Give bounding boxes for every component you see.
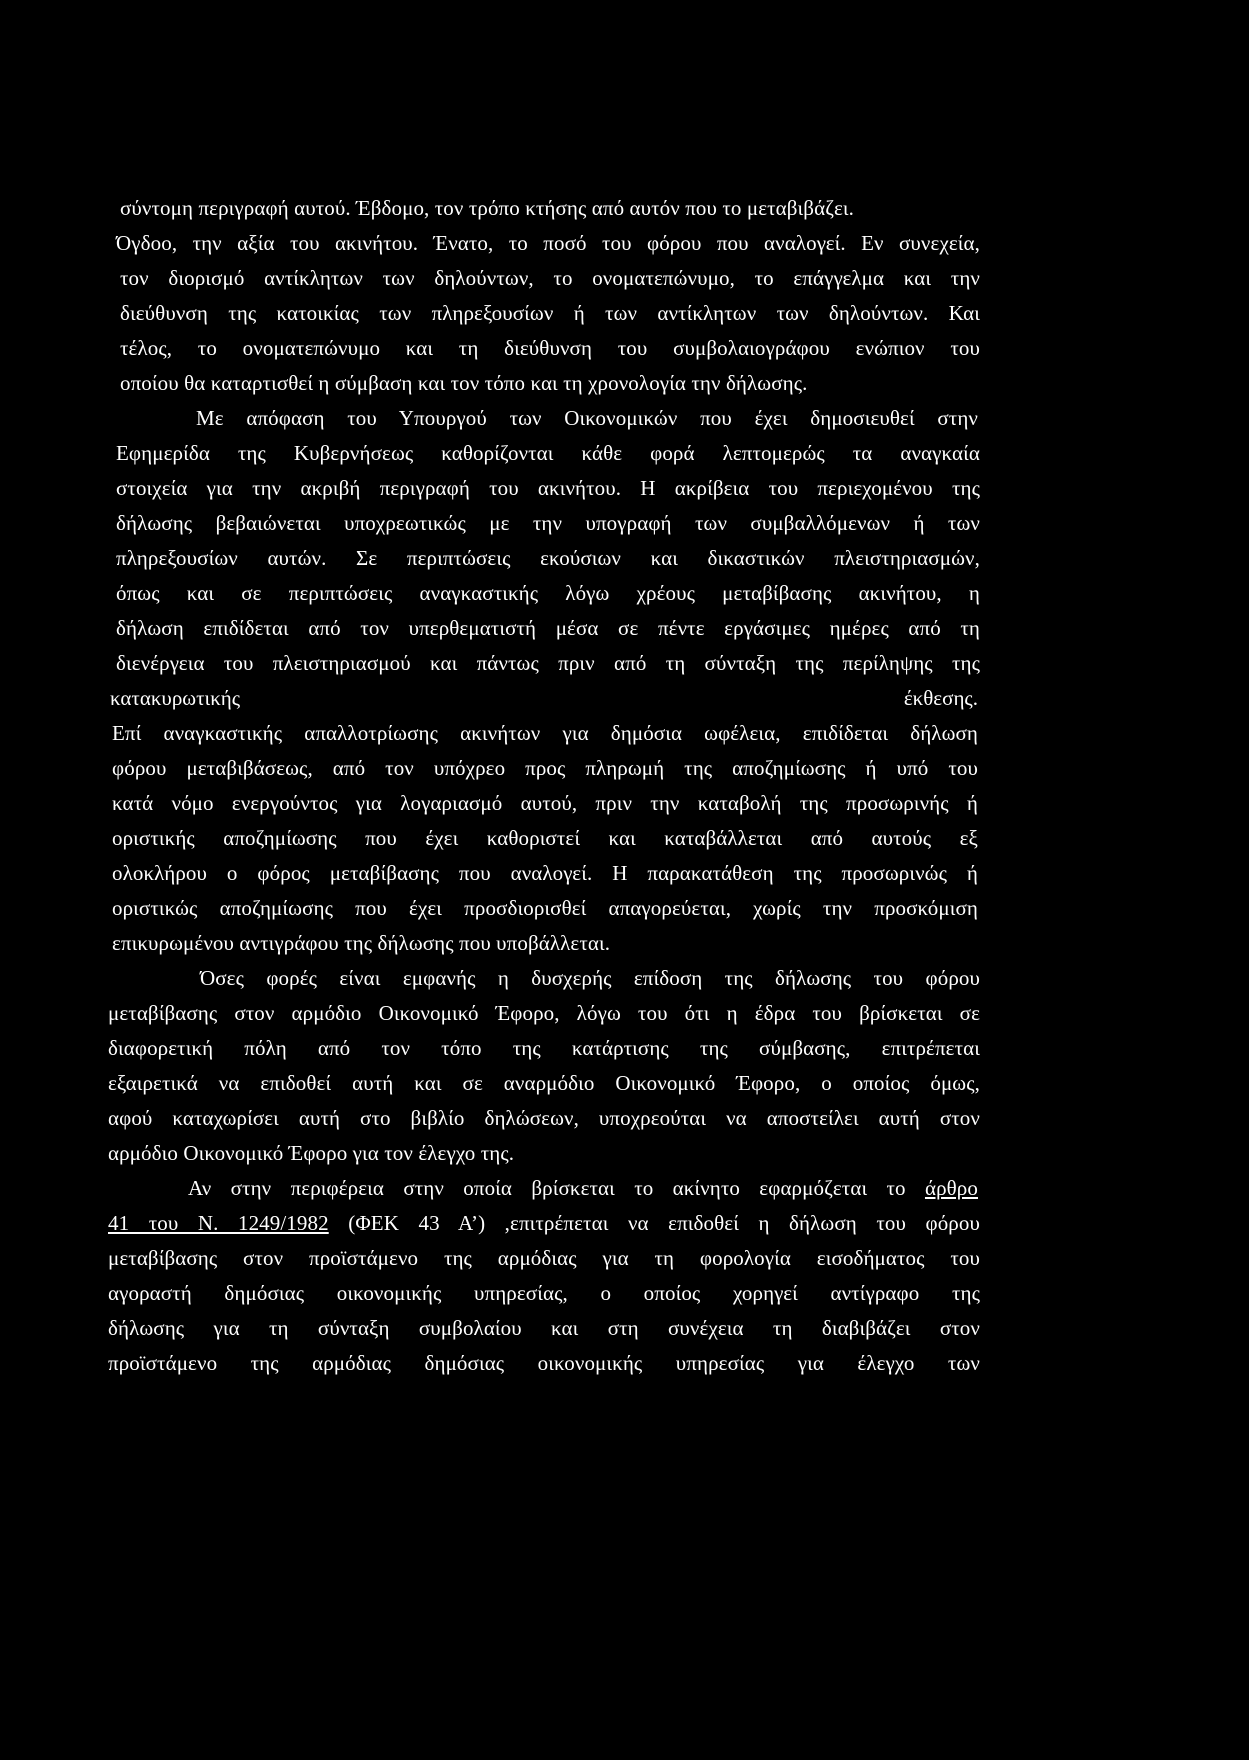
text-line: διαφορετική πόλη από τον τόπο της κατάρτισης της σύμβασης, επιτρέπεται (108, 1036, 980, 1060)
text-line: επικυρωμένου αντιγράφου της δήλωσης που υποβάλλεται. (112, 931, 611, 955)
text-line: εξαιρετικά να επιδοθεί αυτή και σε αναρμόδιο Οικονομικό Έφορο, ο οποίος όμως, (108, 1071, 980, 1095)
text-line: ολοκλήρου ο φόρος μεταβίβασης που αναλογεί. Η παρακατάθεση της προσωρινώς ή (112, 861, 978, 885)
text-line: Όγδοο, την αξία του ακινήτου. Ένατο, το ποσό του φόρου που αναλογεί. Εν συνεχεία, (116, 231, 980, 255)
text-segment: Αν στην περιφέρεια στην οποία βρίσκεται το ακίνητο εφαρμόζεται το (188, 1176, 925, 1200)
text-line: οποίου θα καταρτισθεί η σύμβαση και τον τόπο και τη χρονολογία την δήλωσης. (120, 371, 808, 395)
text-line: δήλωσης βεβαιώνεται υποχρεωτικώς με την υπογραφή των συμβαλλόμενων ή των (116, 511, 980, 535)
text-line: Επί αναγκαστικής απαλλοτρίωσης ακινήτων για δημόσια ωφέλεια, επιδίδεται δήλωση (112, 721, 978, 745)
text-segment: (ΦΕΚ 43 Α’) ,επιτρέπεται να επιδοθεί η δήλωση του φόρου (328, 1211, 980, 1235)
text-line: στοιχεία για την ακριβή περιγραφή του ακινήτου. Η ακρίβεια του περιεχομένου της (116, 476, 980, 500)
text-line: μεταβίβασης στον προϊστάμενο της αρμόδιας για τη φορολογία εισοδήματος του (108, 1246, 980, 1270)
text-line: προϊστάμενο της αρμόδιας δημόσιας οικονομικής υπηρεσίας για έλεγχο των (108, 1351, 980, 1375)
text-line: διεύθυνση της κατοικίας των πληρεξουσίων ή των αντίκλητων των δηλούντων. Και (120, 301, 980, 325)
text-line: δήλωσης για τη σύνταξη συμβολαίου και στη συνέχεια τη διαβιβάζει στον (108, 1316, 980, 1340)
text-line: σύντομη περιγραφή αυτού. Έβδομο, τον τρόπο κτήσης από αυτόν που το μεταβιβάζει. (120, 196, 855, 220)
text-line: αγοραστή δημόσιας οικονομικής υπηρεσίας, ο οποίος χορηγεί αντίγραφο της (108, 1281, 980, 1305)
split-line-left: κατακυρωτικής (110, 686, 241, 710)
text-line: αρμόδιο Οικονομικό Έφορο για τον έλεγχο της. (108, 1141, 515, 1165)
text-line: πληρεξουσίων αυτών. Σε περιπτώσεις εκούσιων και δικαστικών πλειστηριασμών, (116, 546, 980, 570)
split-line-right: έκθεσης. (903, 686, 978, 710)
text-line (188, 1174, 978, 1202)
text-line: τέλος, το ονοματεπώνυμο και τη διεύθυνση του συμβολαιογράφου ενώπιον του (120, 336, 980, 360)
text-line: Εφημερίδα της Κυβερνήσεως καθορίζονται κάθε φορά λεπτομερώς τα αναγκαία (116, 441, 980, 465)
text-line: διενέργεια του πλειστηριασμού και πάντως πριν από τη σύνταξη της περίληψης της (116, 651, 980, 675)
text-line: κατά νόμο ενεργούντος για λογαριασμό αυτού, πριν την καταβολή της προσωρινής ή (112, 791, 978, 815)
law-reference-link[interactable]: 41 του Ν. 1249/1982 (108, 1211, 329, 1235)
law-reference-link[interactable]: άρθρο (924, 1176, 978, 1200)
text-line: μεταβίβασης στον αρμόδιο Οικονομικό Έφορο, λόγω του ότι η έδρα του βρίσκεται σε (108, 1001, 980, 1025)
text-line: Με απόφαση του Υπουργού των Οικονομικών που έχει δημοσιευθεί στην (196, 406, 978, 430)
text-line (108, 1209, 980, 1237)
text-line: Όσες φορές είναι εμφανής η δυσχερής επίδοση της δήλωσης του φόρου (200, 966, 980, 990)
text-line: αφού καταχωρίσει αυτή στο βιβλίο δηλώσεων, υποχρεούται να αποστείλει αυτή στον (108, 1106, 980, 1130)
text-line: οριστικής αποζημίωσης που έχει καθοριστεί και καταβάλλεται από αυτούς εξ (112, 826, 978, 850)
text-line: φόρου μεταβιβάσεως, από τον υπόχρεο προς πληρωμή της αποζημίωσης ή υπό του (112, 756, 978, 780)
text-line: τον διορισμό αντίκλητων των δηλούντων, το ονοματεπώνυμο, το επάγγελμα και την (120, 266, 980, 290)
text-line: οριστικώς αποζημίωσης που έχει προσδιορισθεί απαγορεύεται, χωρίς την προσκόμιση (112, 896, 978, 920)
text-line: όπως και σε περιπτώσεις αναγκαστικής λόγω χρέους μεταβίβασης ακινήτου, η (116, 581, 980, 605)
text-line: δήλωση επιδίδεται από τον υπερθεματιστή μέσα σε πέντε εργάσιμες ημέρες από τη (116, 616, 980, 640)
